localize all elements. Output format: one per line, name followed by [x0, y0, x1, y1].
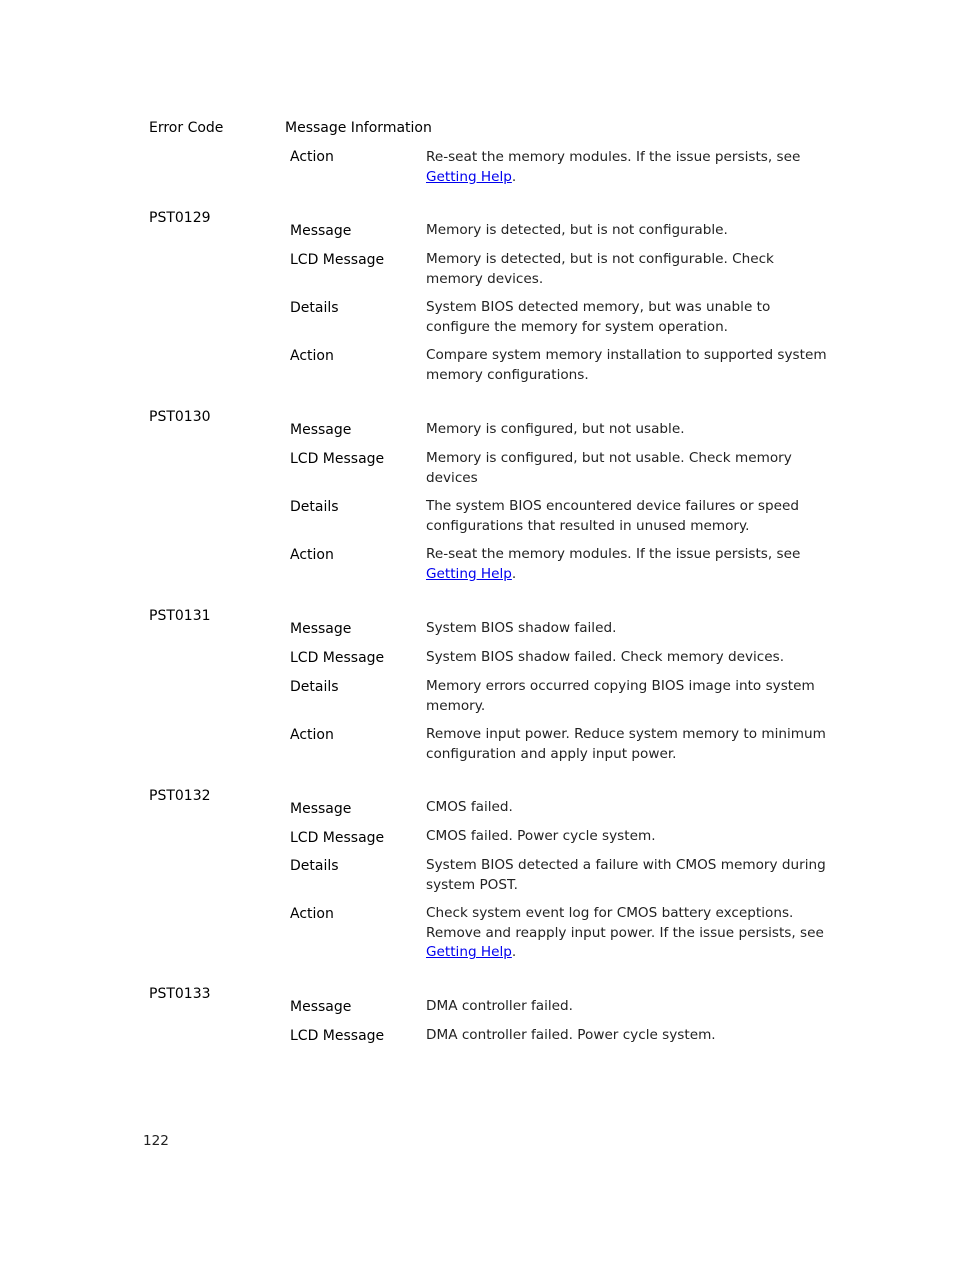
pst0131-details: Memory errors occurred copying BIOS image into system memory. [426, 678, 815, 714]
lcd-message-label: LCD Message [290, 1028, 385, 1044]
error-code-pst0132: PST0132 [149, 788, 211, 804]
lcd-message-label: LCD Message [290, 252, 385, 268]
pst0132-lcd-message: CMOS failed. Power cycle system. [426, 828, 656, 844]
pst0129-message: Memory is detected, but is not configurable. [426, 222, 728, 238]
message-label: Message [290, 999, 352, 1015]
action-label: Action [290, 348, 334, 364]
pst0129-lcd-message: Memory is detected, but is not configurable. Check memory devices. [426, 251, 774, 287]
action-label: Action [290, 547, 334, 563]
cont-action-label: Action [290, 149, 334, 165]
pst0133-lcd-message: DMA controller failed. Power cycle system. [426, 1027, 716, 1043]
details-label: Details [290, 858, 339, 874]
error-code-pst0129: PST0129 [149, 210, 211, 226]
pst0130-action [426, 545, 831, 584]
pst0132-details: System BIOS detected a failure with CMOS memory during system POST. [426, 857, 826, 893]
pst0130-action-tail: . [511, 565, 517, 582]
pst0132-action-tail: . [511, 944, 517, 960]
action-label: Action [290, 906, 334, 922]
pst0129-details: System BIOS detected memory, but was unable to configure the memory for system operation. [426, 299, 771, 335]
cont-action-tail: . [511, 168, 517, 185]
page-number: 122 [143, 1133, 169, 1149]
pst0132-action-text: Check system event log for CMOS battery exceptions. Remove and reapply input power. If the issue persists, see [426, 905, 824, 941]
column-header-message-information: Message Information [285, 120, 432, 136]
column-header-error-code: Error Code [149, 120, 224, 136]
error-code-pst0130: PST0130 [149, 409, 211, 425]
pst0130-details: The system BIOS encountered device failures or speed configurations that resulted in unused memory. [426, 498, 799, 534]
pst0132-action [426, 904, 831, 963]
pst0129-action: Compare system memory installation to supported system memory configurations. [426, 347, 827, 383]
pst0133-message: DMA controller failed. [426, 998, 573, 1014]
pst0131-message: System BIOS shadow failed. [426, 620, 617, 636]
pst0130-message: Memory is configured, but not usable. [426, 421, 685, 437]
message-label: Message [290, 801, 352, 817]
lcd-message-label: LCD Message [290, 830, 385, 846]
error-code-pst0131: PST0131 [149, 608, 211, 624]
details-label: Details [290, 300, 339, 316]
error-code-pst0133: PST0133 [149, 986, 211, 1002]
message-label: Message [290, 223, 352, 239]
pst0130-lcd-message: Memory is configured, but not usable. Check memory devices [426, 450, 792, 486]
getting-help-link[interactable]: Getting Help [426, 565, 512, 582]
getting-help-link[interactable]: Getting Help [426, 944, 512, 960]
details-label: Details [290, 679, 339, 695]
pst0131-lcd-message: System BIOS shadow failed. Check memory devices. [426, 649, 785, 665]
message-label: Message [290, 621, 352, 637]
action-label: Action [290, 727, 334, 743]
lcd-message-label: LCD Message [290, 451, 385, 467]
getting-help-link[interactable]: Getting Help [426, 168, 512, 185]
pst0132-message: CMOS failed. [426, 799, 513, 815]
details-label: Details [290, 499, 339, 515]
cont-action-value [426, 148, 831, 187]
pst0131-action: Remove input power. Reduce system memory to minimum configuration and apply input power. [426, 726, 826, 762]
message-label: Message [290, 422, 352, 438]
lcd-message-label: LCD Message [290, 650, 385, 666]
pst0130-action-text: Re-seat the memory modules. If the issue persists, see [426, 546, 801, 562]
cont-action-text: Re-seat the memory modules. If the issue persists, see [426, 149, 801, 165]
